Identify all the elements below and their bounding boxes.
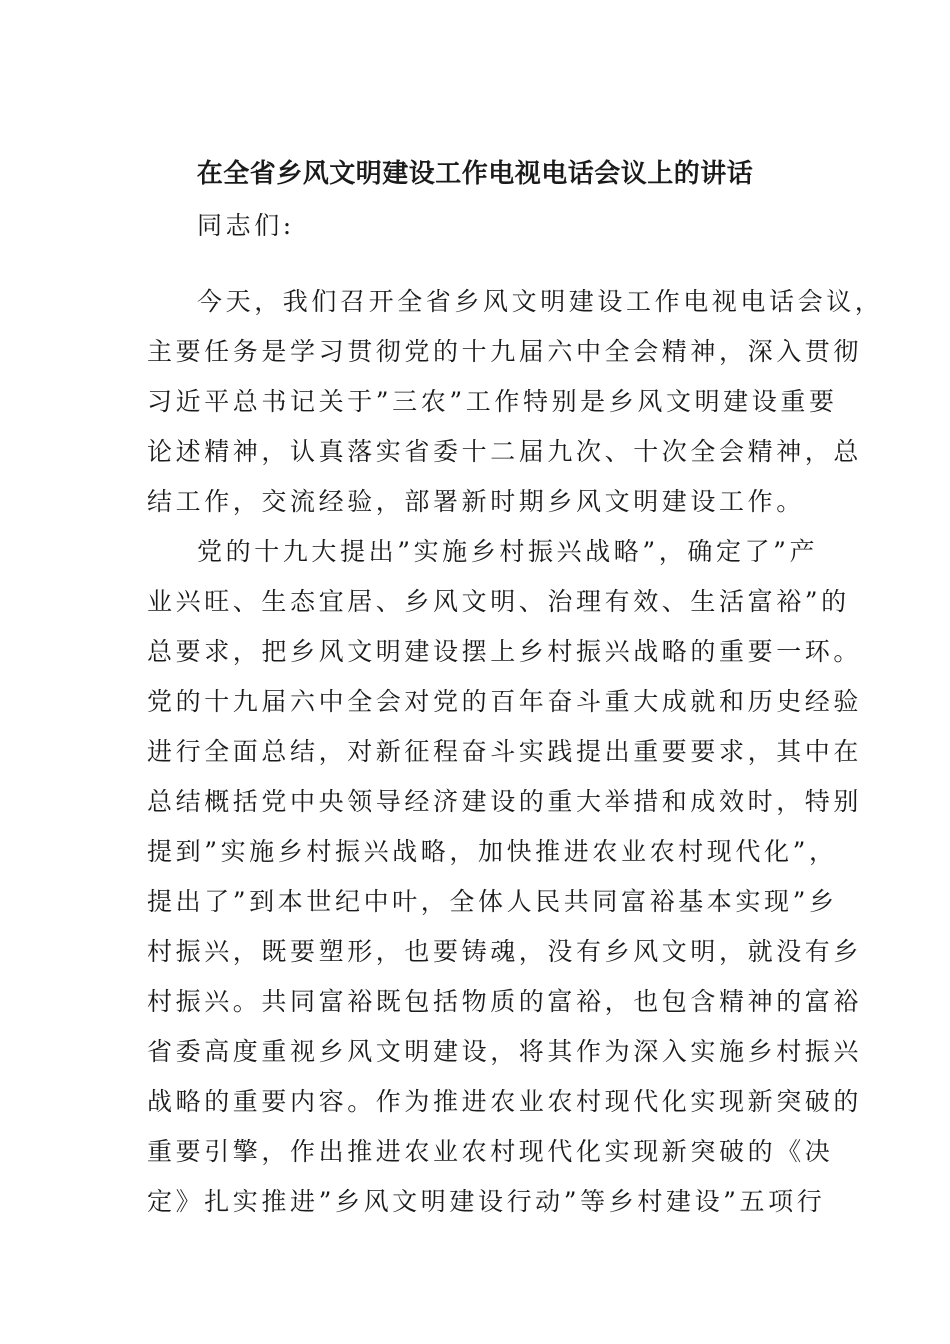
paragraph-line: 省委高度重视乡风文明建设，将其作为深入实施乡村振兴 bbox=[147, 1037, 863, 1066]
paragraph-line: 党的十九届六中全会对党的百年奋斗重大成就和历史经验 bbox=[147, 687, 863, 716]
paragraph-line: 提出了”到本世纪中叶，全体人民共同富裕基本实现”乡 bbox=[147, 887, 838, 916]
paragraph-line: 结工作，交流经验，部署新时期乡风文明建设工作。 bbox=[147, 487, 805, 516]
paragraph-line: 党的十九大提出”实施乡村振兴战略”，确定了”产 bbox=[197, 537, 819, 566]
paragraph-line: 战略的重要内容。作为推进农业农村现代化实现新突破的 bbox=[147, 1087, 863, 1116]
paragraph-line: 业兴旺、生态宜居、乡风文明、治理有效、生活富裕”的 bbox=[147, 587, 850, 616]
paragraph-line: 重要引擎，作出推进农业农村现代化实现新突破的《决 bbox=[147, 1137, 834, 1166]
paragraph-line: 定》扎实推进”乡风文明建设行动”等乡村建设”五项行 bbox=[147, 1187, 826, 1216]
document-title: 在全省乡风文明建设工作电视电话会议上的讲话 bbox=[196, 159, 754, 189]
paragraph-line: 村振兴，既要塑形，也要铸魂，没有乡风文明，就没有乡 bbox=[147, 937, 863, 966]
paragraph-line: 总结概括党中央领导经济建设的重大举措和成效时，特别 bbox=[147, 787, 863, 816]
salutation-line: 同志们: bbox=[197, 211, 295, 240]
paragraph-line: 提到”实施乡村振兴战略，加快推进农业农村现代化”， bbox=[147, 837, 838, 866]
paragraph-line: 今天，我们召开全省乡风文明建设工作电视电话会议， bbox=[197, 287, 884, 316]
paragraph-line: 主要任务是学习贯彻党的十九届六中全会精神，深入贯彻 bbox=[147, 337, 863, 366]
paragraph-line: 村振兴。共同富裕既包括物质的富裕，也包含精神的富裕 bbox=[147, 987, 863, 1016]
paragraph-line: 总要求，把乡风文明建设摆上乡村振兴战略的重要一环。 bbox=[147, 637, 863, 666]
paragraph-line: 习近平总书记关于”三农”工作特别是乡风文明建设重要 bbox=[147, 387, 838, 416]
paragraph-line: 论述精神，认真落实省委十二届九次、十次全会精神，总 bbox=[147, 437, 863, 466]
paragraph-line: 进行全面总结，对新征程奋斗实践提出重要要求，其中在 bbox=[147, 737, 863, 766]
